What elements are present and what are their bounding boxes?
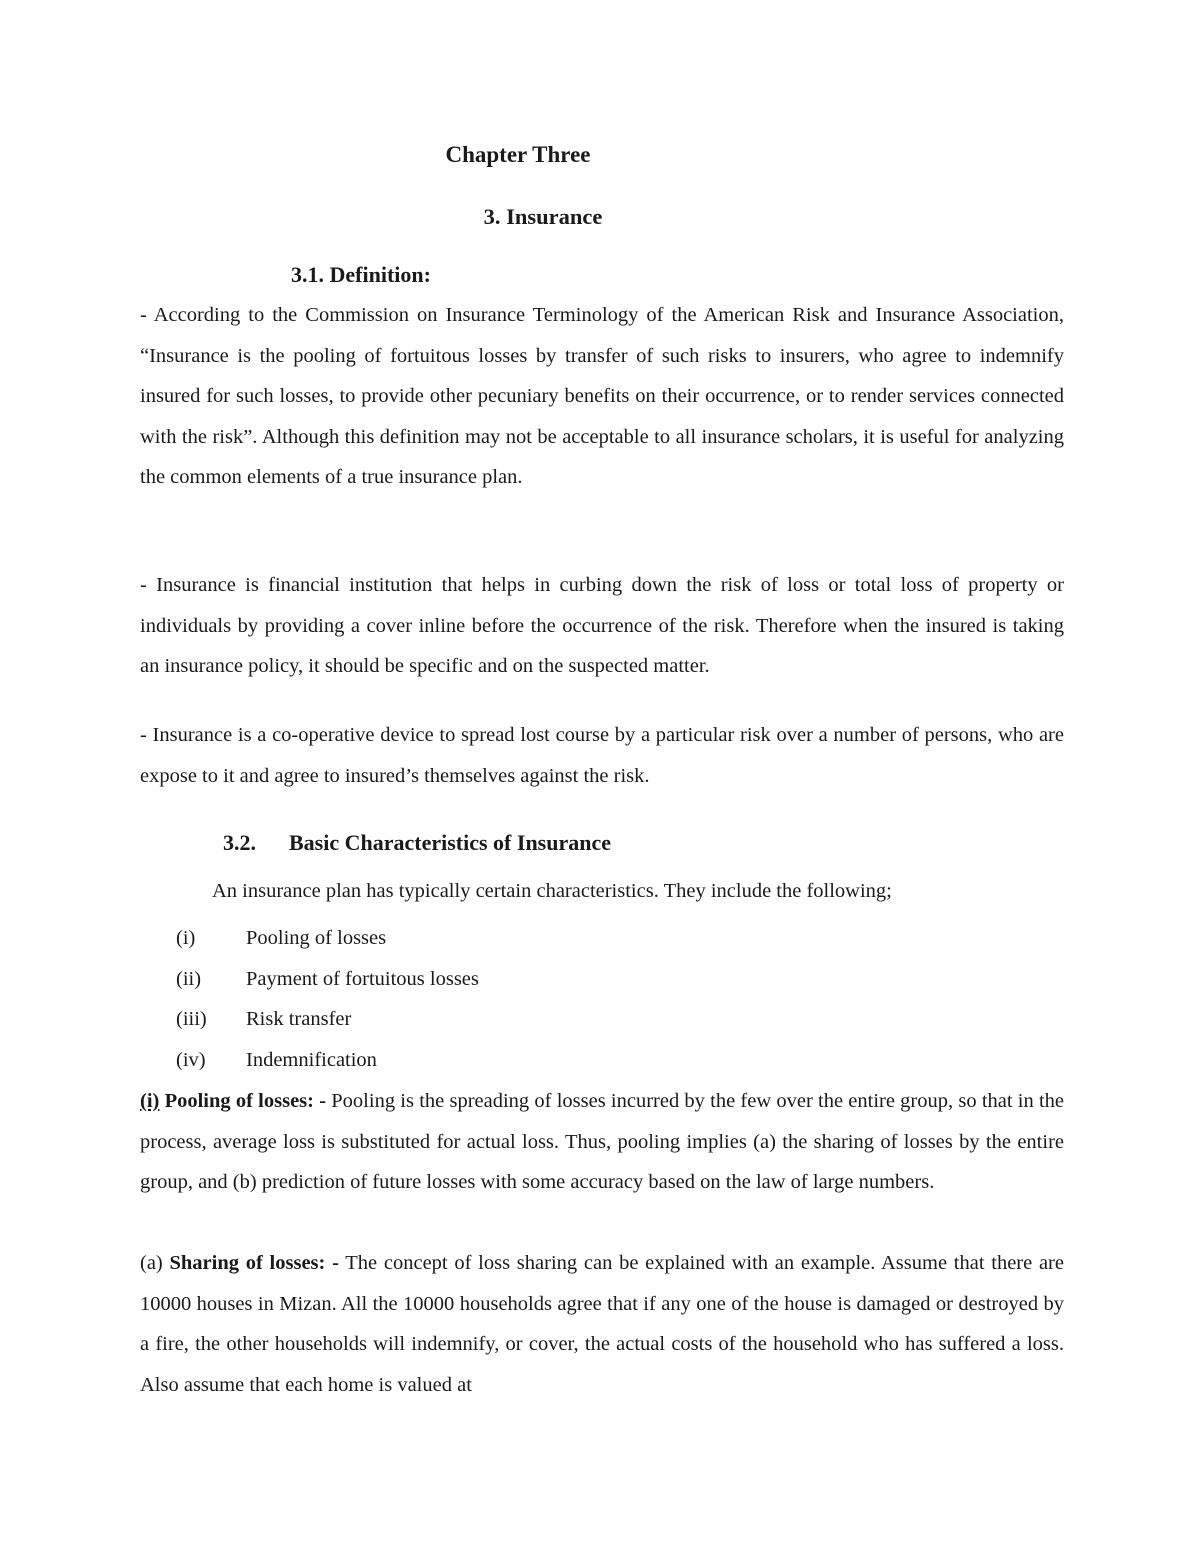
list-item (176, 959, 479, 1000)
definition-paragraph-1: - According to the Commission on Insurance Terminology of the American Risk and Insurance Association, “Insurance is the pooling of fortuitous losses by transfer of such risks to insurers, who agree to indemnify insured for such losses, to provide other pecuniary benefits on their occurrence, or to render services connected with the risk”. Although this definition may not be acceptable to all insurance scholars, it is useful for analyzing the common elements of a true insurance plan. (140, 304, 1064, 489)
pooling-lead: Pooling of losses: - (164, 1090, 327, 1112)
definition-paragraph-2: - Insurance is financial institution that helps in curbing down the risk of loss or total loss of property or individuals by providing a cover inline before the occurrence of the risk. Therefore when the insured is taking an insurance policy, it should be specific and on the suspected matter. (140, 574, 1064, 678)
sharing-lead: Sharing of losses: - (169, 1252, 339, 1274)
list-item-label: Pooling of losses (246, 927, 387, 949)
list-item-mark: (iii) (176, 1008, 207, 1031)
characteristics-number: 3.2. (223, 830, 256, 855)
list-item-label: Indemnification (246, 1048, 377, 1071)
sharing-paragraph (140, 1243, 1064, 1405)
sharing-mark: (a) (140, 1252, 163, 1274)
characteristics-list (176, 918, 479, 1080)
definition-heading: 3.1. Definition: (291, 262, 431, 287)
chapter-title: Chapter Three (445, 142, 591, 167)
section-title: 3. Insurance (483, 204, 603, 229)
pooling-mark: (i) (140, 1090, 160, 1112)
pooling-text: Pooling is the spreading of losses incurred by the few over the entire group, so that in the process, average loss is substituted for actual loss. Thus, pooling implies (a) the sharing of losses by the entire group, and (b) prediction of future losses with some accuracy based on the law of large numbers. (140, 1090, 1064, 1194)
characteristics-title: Basic Characteristics of Insurance (289, 830, 612, 855)
sharing-text: The concept of loss sharing can be explained with an example. Assume that there are 10000 houses in Mizan. All the 10000 households agree that if any one of the house is damaged or destroyed by a fire, the other households will indemnify, or cover, the actual costs of the household who has suffered a loss. Also assume that each home is valued at (140, 1252, 1064, 1396)
list-item-mark: (ii) (176, 967, 202, 990)
characteristics-heading (223, 830, 611, 856)
list-item (176, 1040, 479, 1081)
list-item-label: Payment of fortuitous losses (246, 967, 479, 990)
list-item-mark: (i) (176, 927, 196, 949)
list-item-label: Risk transfer (246, 1008, 352, 1031)
list-item (176, 999, 479, 1040)
list-item-mark: (iv) (176, 1048, 206, 1071)
definition-paragraph-3: - Insurance is a co-operative device to spread lost course by a particular risk over a number of persons, who are expose to it and agree to insured’s themselves against the risk. (140, 724, 1064, 787)
list-item (176, 918, 479, 959)
pooling-paragraph (140, 1081, 1064, 1203)
characteristics-intro: An insurance plan has typically certain characteristics. They include the following; (212, 880, 892, 902)
